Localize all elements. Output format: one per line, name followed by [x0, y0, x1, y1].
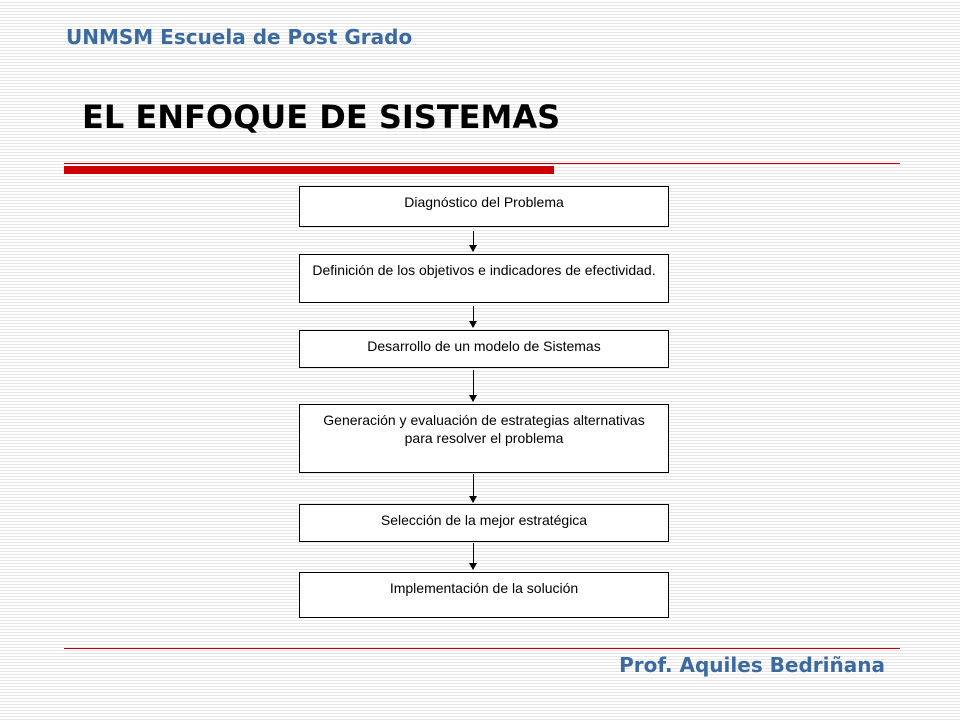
flow-step-strategies: Generación y evaluación de estrategias alternativas para resolver el problema [299, 404, 669, 473]
flow-arrow-3 [473, 370, 474, 401]
title-accent-bar [64, 166, 554, 174]
flow-arrow-5 [473, 543, 474, 569]
flow-step-diagnosis: Diagnóstico del Problema [299, 186, 669, 227]
flow-arrow-4 [473, 474, 474, 502]
footer-divider-line [64, 648, 900, 649]
flow-step-objectives: Definición de los objetivos e indicadores de efectividad. [299, 254, 669, 303]
flow-arrow-2 [473, 306, 474, 327]
institution-header: UNMSM Escuela de Post Grado [66, 25, 413, 49]
title-divider-line [64, 163, 900, 164]
author-footer: Prof. Aquiles Bedriñana [619, 653, 885, 677]
flow-step-implementation: Implementación de la solución [299, 572, 669, 618]
flow-step-model: Desarrollo de un modelo de Sistemas [299, 330, 669, 368]
flow-step-selection: Selección de la mejor estratégica [299, 504, 669, 542]
page-title: EL ENFOQUE DE SISTEMAS [82, 98, 561, 136]
flow-arrow-1 [473, 231, 474, 251]
